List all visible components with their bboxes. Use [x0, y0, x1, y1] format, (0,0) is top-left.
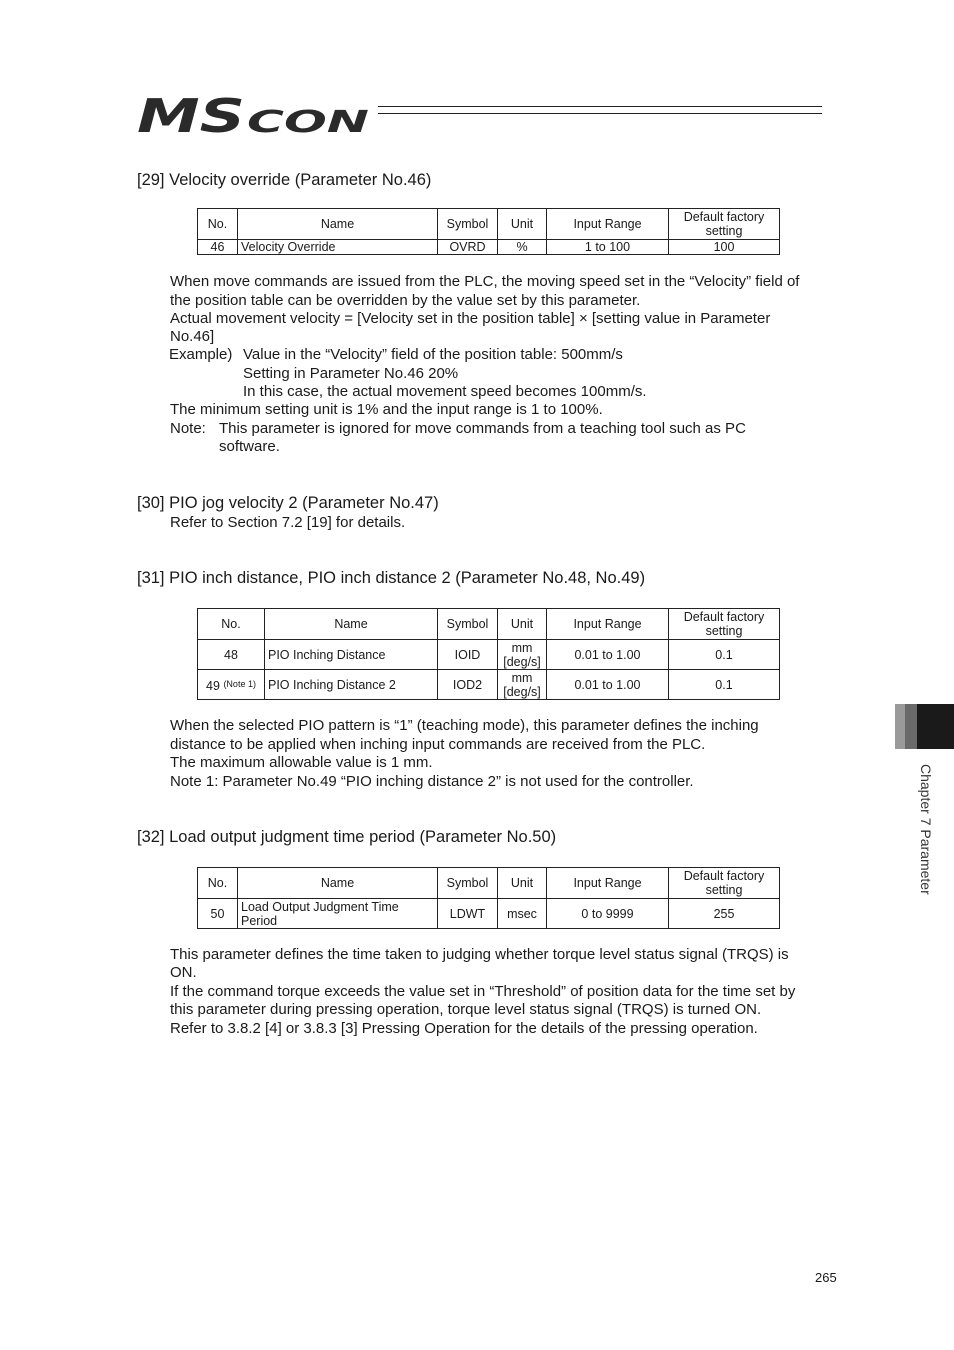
cell-input-range: 1 to 100 [547, 240, 669, 255]
cell-no: 48 [198, 640, 265, 670]
cell-input-range: 0.01 to 1.00 [547, 670, 669, 700]
cell-unit: msec [498, 899, 547, 929]
col-header-input-range: Input Range [547, 209, 669, 240]
section-29-title: [29] Velocity override (Parameter No.46) [137, 171, 432, 189]
col-header-unit: Unit [498, 209, 547, 240]
s29-example-line-1: Value in the “Velocity” field of the position table: 500mm/s [243, 346, 623, 363]
header-rule-top [378, 106, 822, 107]
cell-default: 0.1 [669, 640, 780, 670]
cell-input-range: 0 to 9999 [547, 899, 669, 929]
table-row [198, 240, 780, 255]
col-header-symbol: Symbol [438, 609, 498, 640]
cell-input-range: 0.01 to 1.00 [547, 640, 669, 670]
chapter-tab-mid [905, 704, 917, 749]
svg-text:CON: CON [247, 105, 369, 140]
s30-paragraph-1: Refer to Section 7.2 [19] for details. [170, 514, 406, 531]
col-header-default: Default factory setting [669, 868, 780, 899]
col-header-name: Name [238, 868, 438, 899]
s29-paragraph-1: When move commands are issued from the PLC, the moving speed set in the “Velocity” field of [170, 273, 800, 290]
chapter-tab-light [895, 704, 905, 749]
param-table-50 [197, 867, 780, 929]
table-row [198, 899, 780, 929]
col-header-input-range: Input Range [547, 868, 669, 899]
s32-paragraph-3: If the command torque exceeds the value set in “Threshold” of position data for the time set by [170, 983, 796, 1000]
col-header-symbol: Symbol [438, 209, 498, 240]
section-32-title: [32] Load output judgment time period (Parameter No.50) [137, 828, 557, 846]
col-header-no: No. [198, 209, 238, 240]
cell-unit: mm [deg/s] [498, 640, 547, 670]
s29-example-line-3: In this case, the actual movement speed becomes 100mm/s. [243, 383, 647, 400]
section-30-title: [30] PIO jog velocity 2 (Parameter No.47) [137, 494, 439, 512]
cell-symbol: OVRD [438, 240, 498, 255]
s29-paragraph-2: the position table can be overridden by the value set by this parameter. [170, 292, 641, 309]
svg-text:MS: MS [137, 96, 245, 140]
s31-note-1: Note 1: Parameter No.49 “PIO inching distance 2” is not used for the controller. [170, 773, 694, 790]
cell-default: 255 [669, 899, 780, 929]
cell-no-value: 49 [206, 678, 220, 693]
page-number: 265 [815, 1270, 837, 1285]
s32-paragraph-1: This parameter defines the time taken to judging whether torque level status signal (TRQS) is [170, 946, 789, 963]
s29-note-line-2: software. [219, 438, 280, 455]
cell-symbol: IOD2 [438, 670, 498, 700]
cell-name: Load Output Judgment Time Period [238, 899, 438, 929]
s29-paragraph-5: The minimum setting unit is 1% and the input range is 1 to 100%. [170, 401, 603, 418]
table-row [198, 670, 780, 700]
header-rule-bottom [378, 113, 822, 114]
note-reference: (Note 1) [223, 678, 256, 689]
col-header-name: Name [265, 609, 438, 640]
col-header-default: Default factory setting [669, 209, 780, 240]
cell-no [198, 670, 265, 700]
mscon-logo [137, 96, 372, 140]
s31-paragraph-1: When the selected PIO pattern is “1” (teaching mode), this parameter defines the inching [170, 717, 759, 734]
cell-symbol: IOID [438, 640, 498, 670]
s32-paragraph-2: ON. [170, 964, 197, 981]
s29-paragraph-3: Actual movement velocity = [Velocity set in the position table] × [setting value in Parameter [170, 310, 771, 327]
s29-example-line-2: Setting in Parameter No.46 20% [243, 365, 459, 382]
cell-name: PIO Inching Distance 2 [265, 670, 438, 700]
s29-note-line-1: This parameter is ignored for move commands from a teaching tool such as PC [219, 420, 746, 437]
col-header-input-range: Input Range [547, 609, 669, 640]
col-header-no: No. [198, 609, 265, 640]
s29-paragraph-4: No.46] [170, 328, 215, 345]
table-row [198, 640, 780, 670]
s31-paragraph-3: The maximum allowable value is 1 mm. [170, 754, 433, 771]
s32-paragraph-4: this parameter during pressing operation, torque level status signal (TRQS) is turned ON. [170, 1001, 762, 1018]
param-table-46 [197, 208, 780, 255]
s32-paragraph-5: Refer to 3.8.2 [4] or 3.8.3 [3] Pressing Operation for the details of the pressing operation. [170, 1020, 758, 1037]
col-header-symbol: Symbol [438, 868, 498, 899]
cell-unit: % [498, 240, 547, 255]
col-header-unit: Unit [498, 609, 547, 640]
col-header-name: Name [238, 209, 438, 240]
col-header-default: Default factory setting [669, 609, 780, 640]
param-table-48-49 [197, 608, 780, 700]
s29-example-label: Example) [169, 346, 233, 363]
chapter-tab-dark [917, 704, 954, 749]
s31-paragraph-2: distance to be applied when inching input commands are received from the PLC. [170, 736, 706, 753]
cell-name: PIO Inching Distance [265, 640, 438, 670]
cell-symbol: LDWT [438, 899, 498, 929]
cell-unit: mm [deg/s] [498, 670, 547, 700]
col-header-unit: Unit [498, 868, 547, 899]
section-31-title: [31] PIO inch distance, PIO inch distance 2 (Parameter No.48, No.49) [137, 569, 646, 587]
cell-no: 46 [198, 240, 238, 255]
cell-no: 50 [198, 899, 238, 929]
cell-default: 100 [669, 240, 780, 255]
col-header-no: No. [198, 868, 238, 899]
cell-name: Velocity Override [238, 240, 438, 255]
chapter-label: Chapter 7 Parameter [918, 764, 934, 895]
s29-note-label: Note: [170, 420, 206, 437]
cell-default: 0.1 [669, 670, 780, 700]
